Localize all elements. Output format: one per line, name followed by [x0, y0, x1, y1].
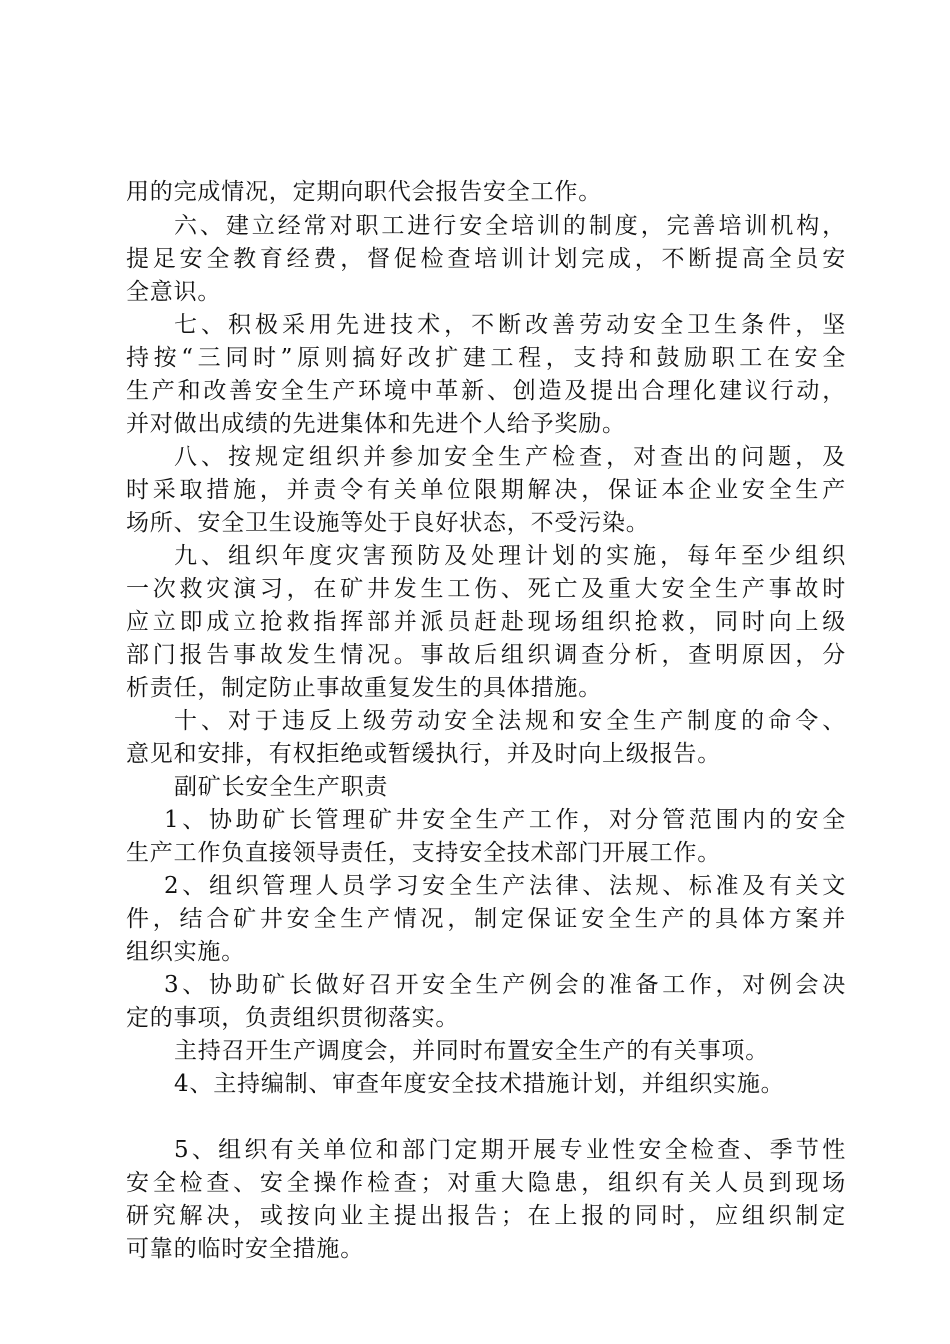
item-3-line-1: 3、协助矿长做好召开安全生产例会的准备工作，对例会决 — [164, 972, 846, 998]
text-line: 生产和改善安全生产环境中革新、创造及提出合理化建议行动， — [126, 378, 846, 404]
text-line: 全意识。 — [126, 279, 222, 305]
paragraph-10-line-1: 十、对于违反上级劳动安全法规和安全生产制度的命令、 — [174, 708, 846, 734]
text-line: 主持召开生产调度会，并同时布置安全生产的有关事项。 — [174, 1038, 769, 1064]
paragraph-9-line-1: 九、组织年度灾害预防及处理计划的实施，每年至少组织 — [174, 543, 846, 569]
text-line: 应立即成立抢救指挥部并派员赶赴现场组织抢救，同时向上级 — [126, 609, 846, 635]
paragraph-7-line-1: 七、积极采用先进技术，不断改善劳动安全卫生条件，坚 — [174, 312, 846, 338]
text-line: 生产工作负直接领导责任，支持安全技术部门开展工作。 — [126, 840, 721, 866]
item-2-line-1: 2、组织管理人员学习安全生产法律、法规、标准及有关文 — [164, 873, 846, 899]
item-1-line-1: 1、协助矿长管理矿井安全生产工作，对分管范围内的安全 — [164, 807, 846, 833]
item-5-line-1: 5、组织有关单位和部门定期开展专业性安全检查、季节性 — [174, 1137, 846, 1163]
text-line: 一次救灾演习，在矿井发生工伤、死亡及重大安全生产事故时 — [126, 576, 846, 602]
text-line: 组织实施。 — [126, 939, 245, 965]
text-line: 部门报告事故发生情况。事故后组织调查分析，查明原因，分 — [126, 642, 846, 668]
item-4-line-1: 4、主持编制、审查年度安全技术措施计划，并组织实施。 — [174, 1071, 785, 1097]
paragraph-8-line-1: 八、按规定组织并参加安全生产检查，对查出的问题，及 — [174, 444, 846, 470]
text-line: 场所、安全卫生设施等处于良好状态，不受污染。 — [126, 510, 650, 536]
text-line: 持按“三同时”原则搞好改扩建工程，支持和鼓励职工在安全 — [126, 345, 846, 371]
text-line: 时采取措施，并责令有关单位限期解决，保证本企业安全生产 — [126, 477, 846, 503]
text-line: 安全检查、安全操作检查；对重大隐患，组织有关人员到现场 — [126, 1170, 846, 1196]
text-line: 提足安全教育经费，督促检查培训计划完成，不断提高全员安 — [126, 246, 846, 272]
text-line: 可靠的临时安全措施。 — [126, 1236, 364, 1262]
section-heading: 副矿长安全生产职责 — [174, 774, 389, 800]
text-line: 析责任，制定防止事故重复发生的具体措施。 — [126, 675, 602, 701]
paragraph-6-line-1: 六、建立经常对职工进行安全培训的制度，完善培训机构， — [174, 213, 846, 239]
text-line: 意见和安排，有权拒绝或暂缓执行，并及时向上级报告。 — [126, 741, 721, 767]
text-line: 件，结合矿井安全生产情况，制定保证安全生产的具体方案并 — [126, 906, 846, 932]
text-line: 研究解决，或按向业主提出报告；在上报的同时，应组织制定 — [126, 1203, 846, 1229]
text-line: 用的完成情况，定期向职代会报告安全工作。 — [126, 179, 602, 205]
text-line: 定的事项，负责组织贯彻落实。 — [126, 1005, 460, 1031]
text-line: 并对做出成绩的先进集体和先进个人给予奖励。 — [126, 411, 626, 437]
